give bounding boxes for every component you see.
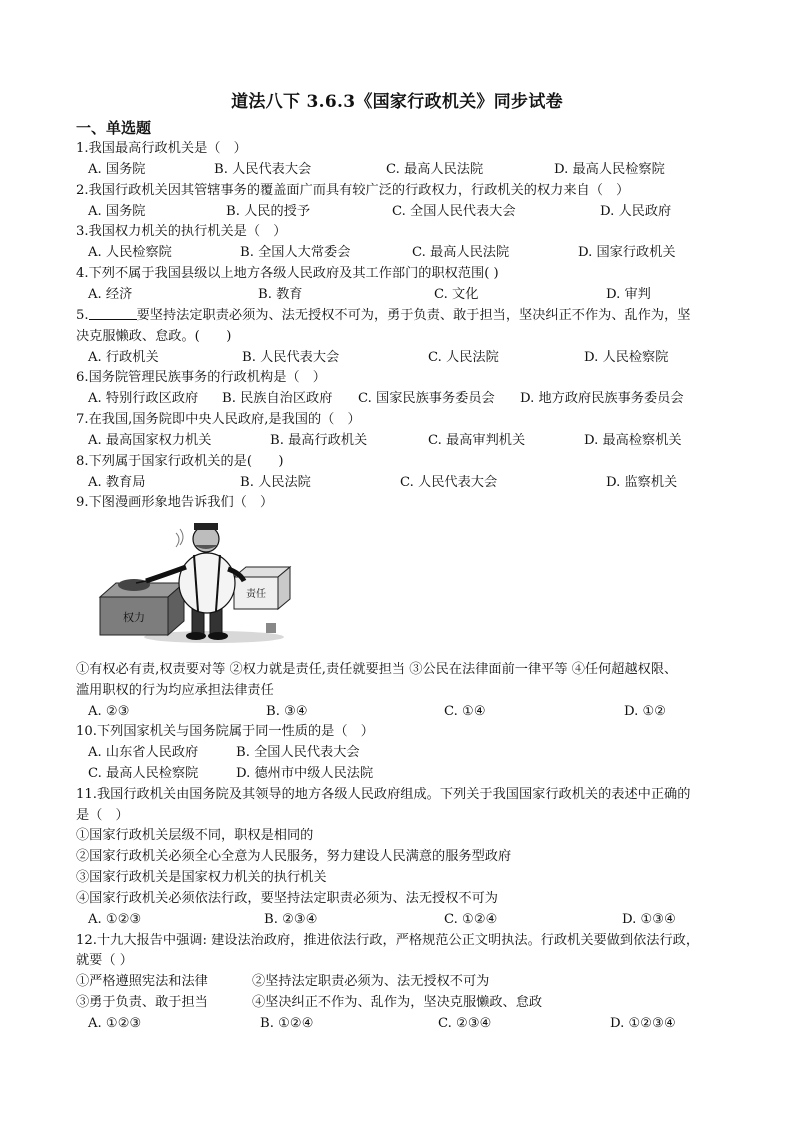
q8-option-b: B. 人民法院 [240, 475, 311, 490]
question-12-stem-continued: 就要（ ） [76, 953, 133, 968]
q9-option-b: B. ③④ [266, 704, 308, 719]
q8-option-a: A. 教育局 [88, 475, 146, 490]
q5-option-c: C. 人民法院 [428, 350, 499, 365]
q7-option-b: B. 最高行政机关 [270, 433, 368, 448]
question-11-stem: 11.我国行政机关由国务院及其领导的地方各级人民政府组成。下列关于我国国家行政机关的表述中正确的 [76, 787, 691, 802]
question-12-stem: 12.十九大报告中强调: 建设法治政府，推进依法行政，严格规范公正文明执法。行政机关要做到依法行政， [76, 933, 700, 948]
q8-option-c: C. 人民代表大会 [400, 475, 498, 490]
q10-option-c: C. 最高人民检察院 [88, 766, 199, 781]
q7-option-a: A. 最高国家权力机关 [88, 433, 212, 448]
question-10-stem: 10.下列国家机关与国务院属于同一性质的是（ ） [76, 724, 374, 739]
q10-option-d: D. 德州市中级人民法院 [236, 766, 374, 781]
q7-option-d: D. 最高检察机关 [584, 433, 682, 448]
q12-statement-3: ③勇于负责、敢于担当 [76, 995, 208, 1010]
q12-option-b: B. ①②④ [260, 1016, 314, 1031]
q2-option-c: C. 全国人民代表大会 [392, 204, 516, 219]
q3-option-a: A. 人民检察院 [88, 245, 172, 260]
question-3-stem: 3.我国权力机关的执行机关是（ ） [76, 224, 287, 239]
q11-option-b: B. ②③④ [264, 912, 318, 927]
q4-option-a: A. 经济 [88, 287, 133, 302]
question-5-stem-continued: 决克服懒政、怠政。( ) [76, 329, 232, 344]
q1-option-a: A. 国务院 [88, 162, 146, 177]
q1-option-c: C. 最高人民法院 [386, 162, 484, 177]
question-9-stem: 9.下图漫画形象地告诉我们（ ） [76, 495, 274, 510]
q9-option-c: C. ①④ [444, 704, 486, 719]
cartoon-box-power-label: 权力 [123, 611, 145, 624]
q3-option-c: C. 最高人民法院 [412, 245, 510, 260]
q11-statement-2: ②国家行政机关必须全心全意为人民服务，努力建设人民满意的服务型政府 [76, 849, 512, 864]
q4-option-d: D. 审判 [606, 287, 651, 302]
q10-option-a: A. 山东省人民政府 [88, 745, 199, 760]
q11-option-d: D. ①③④ [622, 912, 676, 927]
q5-stem-number: 5. [76, 308, 89, 323]
q12-option-d: D. ①②③④ [610, 1016, 676, 1031]
q11-statement-1: ①国家行政机关层级不同，职权是相同的 [76, 828, 314, 843]
question-4-stem: 4.下列不属于我国县级以上地方各级人民政府及其工作部门的职权范围( ) [76, 266, 499, 281]
question-2-stem: 2.我国行政机关因其管辖事务的覆盖面广而具有较广泛的行政权力，行政机关的权力来自（ ） [76, 183, 630, 198]
q7-option-c: C. 最高审判机关 [428, 433, 526, 448]
q11-option-a: A. ①②③ [88, 912, 142, 927]
q9-option-a: A. ②③ [88, 704, 130, 719]
q10-option-b: B. 全国人民代表大会 [236, 745, 360, 760]
q4-option-c: C. 文化 [434, 287, 479, 302]
question-1-stem: 1.我国最高行政机关是（ ） [76, 141, 247, 156]
q11-option-c: C. ①②④ [444, 912, 498, 927]
q5-answer-blank [89, 307, 137, 320]
q11-statement-3: ③国家行政机关是国家权力机关的执行机关 [76, 870, 327, 885]
q2-option-a: A. 国务院 [88, 204, 146, 219]
q2-option-d: D. 人民政府 [600, 204, 672, 219]
q8-option-d: D. 监察机关 [606, 475, 678, 490]
q5-stem-text: 要坚持法定职责必须为、法无授权不可为，勇于负责、敢于担当，坚决纠正不作为、乱作为，坚 [136, 308, 691, 323]
q12-statement-4: ④坚决纠正不作为、乱作为，坚决克服懒政、怠政 [252, 995, 543, 1010]
q6-option-a: A. 特别行政区政府 [88, 391, 199, 406]
q5-option-b: B. 人民代表大会 [242, 350, 340, 365]
q3-option-b: B. 全国人大常委会 [240, 245, 351, 260]
q12-statement-1: ①严格遵照宪法和法律 [76, 974, 208, 989]
q1-option-b: B. 人民代表大会 [214, 162, 312, 177]
q12-option-a: A. ①②③ [88, 1016, 142, 1031]
q6-option-d: D. 地方政府民族事务委员会 [520, 391, 684, 406]
q12-statement-2: ②坚持法定职责必须为、法无授权不可为 [252, 974, 490, 989]
q12-option-c: C. ②③④ [438, 1016, 492, 1031]
q3-option-d: D. 国家行政机关 [578, 245, 676, 260]
question-7-stem: 7.在我国,国务院即中央人民政府,是我国的（ ） [76, 412, 361, 427]
q5-option-d: D. 人民检察院 [584, 350, 669, 365]
question-9-statements: ①有权必有责,权责要对等 ②权力就是责任,责任就要担当 ③公民在法律面前一律平等 ④任何超越权限、 [76, 662, 678, 677]
q9-option-d: D. ①② [624, 704, 667, 719]
question-6-stem: 6.国务院管理民族事务的行政机构是（ ） [76, 370, 326, 385]
q2-option-b: B. 人民的授予 [226, 204, 311, 219]
question-8-stem: 8.下列属于国家行政机关的是( ) [76, 454, 284, 469]
q5-option-a: A. 行政机关 [88, 350, 159, 365]
q1-option-d: D. 最高人民检察院 [554, 162, 665, 177]
q6-option-c: C. 国家民族事务委员会 [358, 391, 495, 406]
cartoon-illustration [94, 519, 294, 649]
section-heading: 一、单选题 [76, 119, 152, 137]
question-9-statements-continued: 滥用职权的行为均应承担法律责任 [76, 683, 274, 698]
question-5-stem [76, 307, 690, 325]
q4-option-b: B. 教育 [258, 287, 303, 302]
q6-option-b: B. 民族自治区政府 [222, 391, 333, 406]
q11-statement-4: ④国家行政机关必须依法行政，要坚持法定职责必须为、法无授权不可为 [76, 891, 498, 906]
question-11-stem-continued: 是（ ） [76, 808, 129, 823]
page-title: 道法八下 3.6.3《国家行政机关》同步试卷 [231, 92, 563, 112]
cartoon-box-responsibility-label: 责任 [246, 589, 266, 600]
